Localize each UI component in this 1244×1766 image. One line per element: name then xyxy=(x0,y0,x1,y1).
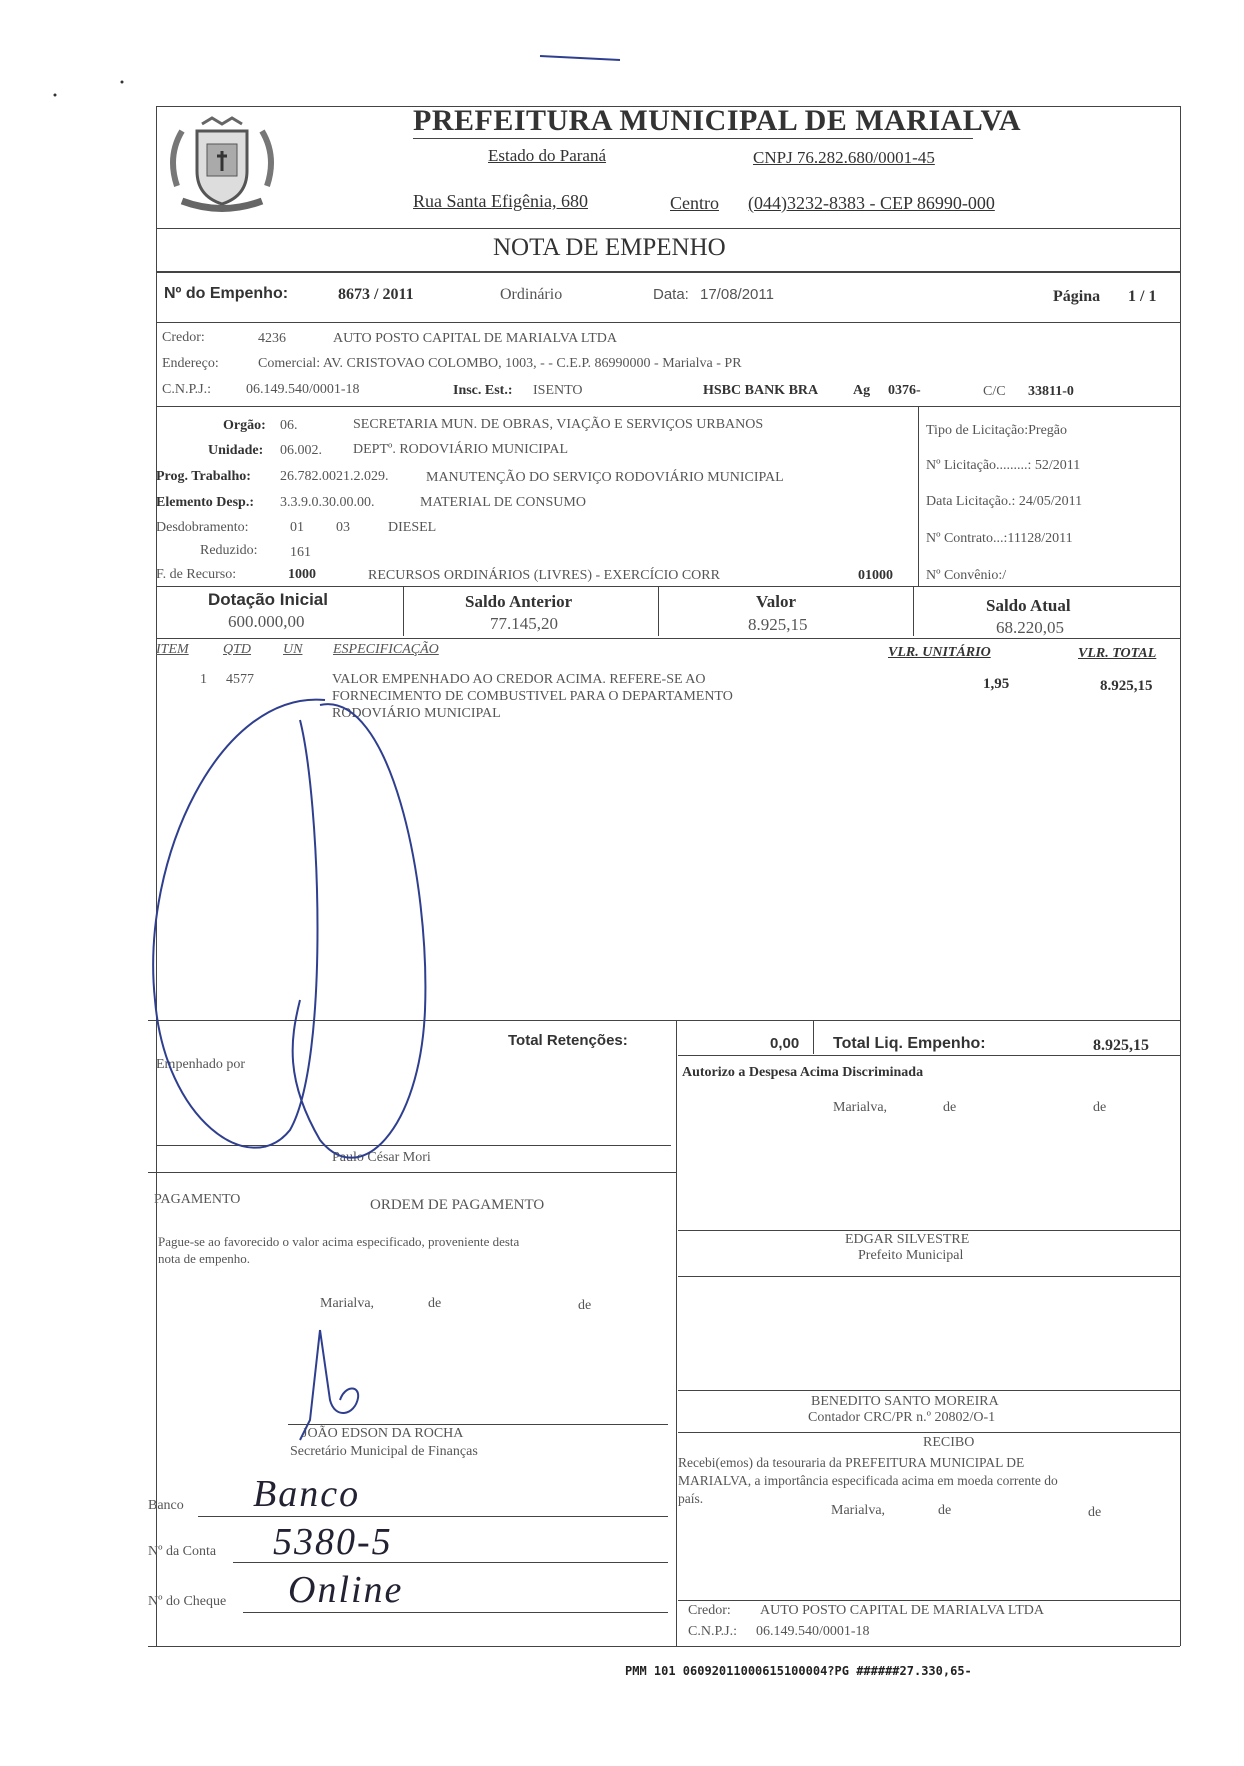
total-retencoes-label: Total Retenções: xyxy=(508,1032,628,1049)
ie-value: ISENTO xyxy=(533,383,583,398)
un-column-header: UN xyxy=(283,642,303,657)
recibo-text-line-1: Recebi(emos) da tesouraria da PREFEITURA MUNICIPAL DE xyxy=(678,1455,1025,1470)
conta-handwritten-value: 5380-5 xyxy=(273,1521,393,1563)
credor-name: AUTO POSTO CAPITAL DE MARIALVA LTDA xyxy=(333,331,617,346)
cheque-label: Nº do Cheque xyxy=(148,1594,227,1609)
cheque-handwritten-value: Online xyxy=(288,1569,404,1611)
tipo-licitacao: Tipo de Licitação:Pregão xyxy=(926,423,1068,438)
autorizo-label: Autorizo a Despesa Acima Discriminada xyxy=(682,1065,924,1080)
saldo-atual-value: 68.220,05 xyxy=(996,618,1064,637)
signature-loop-right xyxy=(293,704,426,1158)
signature-loop-large xyxy=(153,700,325,1148)
total-retencoes-value: 0,00 xyxy=(770,1035,800,1052)
reduzido-value: 161 xyxy=(290,545,311,560)
ie-label: Insc. Est.: xyxy=(453,383,513,398)
page-label: Página xyxy=(1053,288,1101,305)
institution-cnpj: CNPJ 76.282.680/0001-45 xyxy=(753,148,935,167)
recibo-credor-label: Credor: xyxy=(688,1603,731,1618)
pagamento-city: Marialva, xyxy=(320,1296,375,1311)
page-number: 1 / 1 xyxy=(1128,288,1157,305)
empenhado-por-label: Empenhado por xyxy=(156,1057,246,1072)
institution-district: Centro xyxy=(670,193,719,213)
orgao-code: 06. xyxy=(280,418,298,433)
barcode-line: PMM 101 06092011000615100004?PG ######27.330,65- xyxy=(625,1664,972,1678)
autorizo-de-1: de xyxy=(943,1100,957,1115)
agency-number: 0376- xyxy=(888,383,921,398)
recibo-text-line-2: MARIALVA, a importância especificada acima em moeda corrente do xyxy=(678,1473,1058,1488)
item-description-line-3: RODOVIÁRIO MUNICIPAL xyxy=(332,706,501,721)
total-liquido-label: Total Liq. Empenho: xyxy=(833,1035,986,1052)
credor-code: 4236 xyxy=(258,331,286,346)
empenhado-por-name: Paulo César Mori xyxy=(332,1150,431,1165)
unidade-code: 06.002. xyxy=(280,443,322,458)
signature-secretario xyxy=(300,1330,358,1440)
valor-label: Valor xyxy=(756,592,796,611)
numero-convenio: Nº Convênio:/ xyxy=(926,568,1007,583)
account-label: C/C xyxy=(983,384,1006,399)
elemento-description: MATERIAL DE CONSUMO xyxy=(420,495,586,510)
recibo-text-line-3: país. xyxy=(678,1491,704,1506)
banco-handwritten-value: Banco xyxy=(253,1473,361,1515)
pagamento-de-2: de xyxy=(578,1298,592,1313)
prefeito-name: EDGAR SILVESTRE xyxy=(845,1232,970,1247)
data-licitacao: Data Licitação.: 24/05/2011 xyxy=(926,494,1083,509)
empenho-number-label: Nº do Empenho: xyxy=(164,285,289,302)
credor-label: Credor: xyxy=(162,330,205,345)
autorizo-de-2: de xyxy=(1093,1100,1107,1115)
institution-phone-cep: (044)3232-8383 - CEP 86990-000 xyxy=(748,193,995,213)
agency-label: Ag xyxy=(853,383,871,398)
institution-address: Rua Santa Efigênia, 680 xyxy=(413,191,588,211)
elemento-label: Elemento Desp.: xyxy=(156,495,254,510)
conta-label: Nº da Conta xyxy=(148,1544,217,1559)
secretario-name: JOÃO EDSON DA ROCHA xyxy=(302,1426,464,1441)
institution-title: PREFEITURA MUNICIPAL DE MARIALVA xyxy=(413,104,1022,137)
item-number: 1 xyxy=(200,672,207,687)
recibo-de-2: de xyxy=(1088,1505,1102,1520)
recibo-cnpj: 06.149.540/0001-18 xyxy=(756,1624,870,1639)
unidade-description: DEPTº. RODOVIÁRIO MUNICIPAL xyxy=(353,442,568,457)
ordem-pagamento-label: ORDEM DE PAGAMENTO xyxy=(370,1197,545,1213)
spec-column-header: ESPECIFICAÇÃO xyxy=(333,642,439,657)
banco-label: Banco xyxy=(148,1498,184,1513)
pagamento-text-line-1: Pague-se ao favorecido o valor acima especificado, proveniente desta xyxy=(158,1234,520,1249)
item-description-line-2: FORNECIMENTO DE COMBUSTIVEL PARA O DEPARTAMENTO xyxy=(332,689,733,704)
item-column-header: ITEM xyxy=(156,642,189,657)
total-liquido-value: 8.925,15 xyxy=(1093,1037,1149,1054)
empenho-number: 8673 / 2011 xyxy=(338,286,414,303)
qtd-column-header: QTD xyxy=(223,642,252,657)
saldo-anterior-value: 77.145,20 xyxy=(490,614,558,633)
pagamento-text-line-2: nota de empenho. xyxy=(158,1251,251,1266)
document-title: NOTA DE EMPENHO xyxy=(493,234,726,261)
credor-address: Comercial: AV. CRISTOVAO COLOMBO, 1003, - - C.E.P. 86990000 - Marialva - PR xyxy=(258,356,742,371)
desdobramento-description: DIESEL xyxy=(388,520,437,535)
numero-licitacao: Nº Licitação.........: 52/2011 xyxy=(926,458,1081,473)
prog-trabalho-label: Prog. Trabalho: xyxy=(156,469,251,484)
recibo-city: Marialva, xyxy=(831,1503,886,1518)
pen-mark-top xyxy=(540,56,620,60)
empenho-type: Ordinário xyxy=(500,286,563,303)
recibo-de-1: de xyxy=(938,1503,952,1518)
item-quantity: 4577 xyxy=(226,672,254,687)
address-label: Endereço: xyxy=(162,356,219,371)
unidade-label: Unidade: xyxy=(208,443,264,458)
fonte-recurso-label: F. de Recurso: xyxy=(156,567,237,582)
fonte-recurso-description: RECURSOS ORDINÁRIOS (LIVRES) - EXERCÍCIO CORR xyxy=(368,568,720,583)
total-price-column-header: VLR. TOTAL xyxy=(1078,646,1157,661)
desdobramento-label: Desdobramento: xyxy=(156,520,249,535)
fonte-recurso-number: 01000 xyxy=(858,568,893,583)
empenho-date: 17/08/2011 xyxy=(700,286,774,303)
recibo-cnpj-label: C.N.P.J.: xyxy=(688,1624,738,1639)
item-description-line-1: VALOR EMPENHADO AO CREDOR ACIMA. REFERE-SE AO xyxy=(332,672,706,687)
contador-name: BENEDITO SANTO MOREIRA xyxy=(811,1394,999,1409)
desdobramento-code-2: 03 xyxy=(336,520,350,535)
fonte-recurso-code: 1000 xyxy=(288,567,316,582)
dotacao-inicial-value: 600.000,00 xyxy=(228,612,305,631)
recibo-credor-name: AUTO POSTO CAPITAL DE MARIALVA LTDA xyxy=(760,1603,1044,1618)
credor-cnpj: 06.149.540/0001-18 xyxy=(246,382,360,397)
prog-trabalho-description: MANUTENÇÃO DO SERVIÇO RODOVIÁRIO MUNICIPAL xyxy=(426,470,784,485)
item-total-price: 8.925,15 xyxy=(1100,678,1153,694)
bank-name: HSBC BANK BRA xyxy=(703,383,819,398)
pagamento-de-1: de xyxy=(428,1296,442,1311)
recibo-label: RECIBO xyxy=(923,1435,975,1450)
saldo-anterior-label: Saldo Anterior xyxy=(465,592,573,611)
desdobramento-code-1: 01 xyxy=(290,520,304,535)
dotacao-inicial-label: Dotação Inicial xyxy=(208,590,328,609)
prefeito-role: Prefeito Municipal xyxy=(858,1248,964,1263)
unit-price-column-header: VLR. UNITÁRIO xyxy=(888,645,991,660)
prog-trabalho-code: 26.782.0021.2.029. xyxy=(280,469,389,484)
account-number: 33811-0 xyxy=(1028,384,1074,399)
orgao-label: Orgão: xyxy=(223,418,266,433)
contador-role: Contador CRC/PR n.º 20802/O-1 xyxy=(808,1410,996,1425)
saldo-atual-label: Saldo Atual xyxy=(986,596,1071,615)
numero-contrato: Nº Contrato...:11128/2011 xyxy=(926,531,1073,546)
empenho-date-label: Data: xyxy=(653,286,689,303)
secretario-role: Secretário Municipal de Finanças xyxy=(290,1444,478,1459)
pagamento-label: PAGAMENTO xyxy=(154,1192,241,1207)
reduzido-label: Reduzido: xyxy=(200,543,258,558)
valor-value: 8.925,15 xyxy=(748,615,808,634)
autorizo-city: Marialva, xyxy=(833,1100,888,1115)
credor-cnpj-label: C.N.P.J.: xyxy=(162,382,212,397)
item-unit-price: 1,95 xyxy=(983,676,1010,692)
elemento-code: 3.3.9.0.30.00.00. xyxy=(280,495,375,510)
orgao-description: SECRETARIA MUN. DE OBRAS, VIAÇÃO E SERVIÇOS URBANOS xyxy=(353,417,764,432)
state-name: Estado do Paraná xyxy=(488,146,607,165)
